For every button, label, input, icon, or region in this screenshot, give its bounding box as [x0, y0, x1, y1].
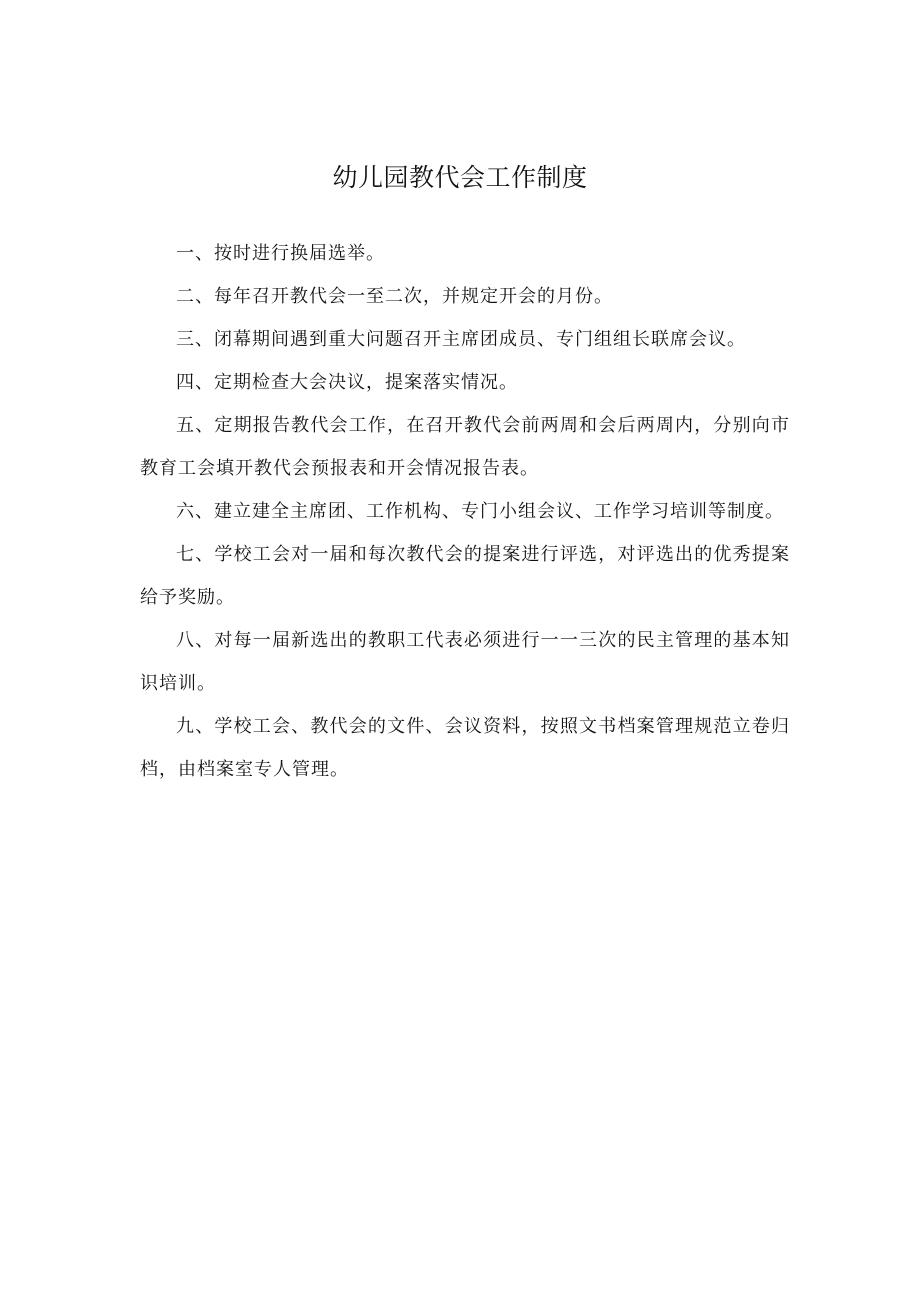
paragraph-4: 四、定期检查大会决议，提案落实情况。	[176, 372, 518, 393]
document-title: 幼儿园教代会工作制度	[332, 163, 588, 192]
document-body	[140, 232, 790, 791]
paragraph-8: 八、对每一届新选出的教职工代表必须进行一一三次的民主管理的基本知识培训。	[140, 630, 790, 694]
paragraph-7: 七、学校工会对一届和每次教代会的提案进行评选，对评选出的优秀提案给予奖励。	[140, 544, 790, 608]
paragraph-5: 五、定期报告教代会工作，在召开教代会前两周和会后两周内，分别向市教育工会填开教代会预报表和开会情况报告表。	[140, 415, 790, 479]
paragraph-2: 二、每年召开教代会一至二次，并规定开会的月份。	[176, 286, 613, 307]
paragraph-1: 一、按时进行换届选举。	[176, 243, 385, 264]
paragraph-3: 三、闭幕期间遇到重大问题召开主席团成员、专门组组长联席会议。	[176, 329, 746, 350]
paragraph-9: 九、学校工会、教代会的文件、会议资料，按照文书档案管理规范立卷归档，由档案室专人管理。	[140, 716, 790, 780]
paragraph-6: 六、建立建全主席团、工作机构、专门小组会议、工作学习培训等制度。	[176, 501, 784, 522]
